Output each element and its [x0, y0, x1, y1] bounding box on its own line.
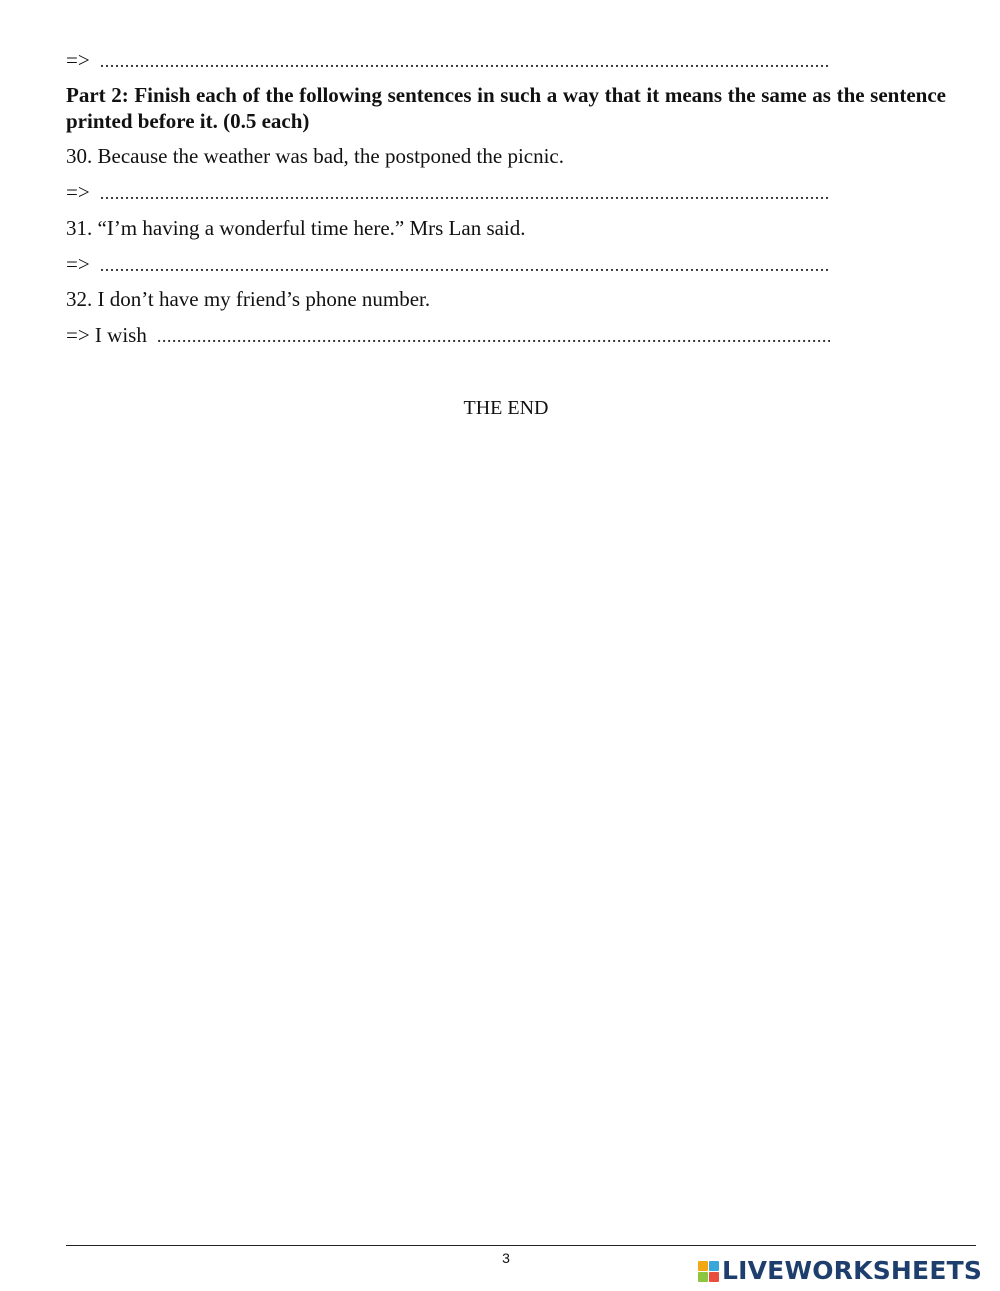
brand-name: LIVEWORKSHEETS	[722, 1256, 983, 1285]
question-31: 31. “I’m having a wonderful time here.” Mrs Lan said.	[66, 216, 526, 240]
answer-prefix: =>	[66, 252, 90, 276]
liveworksheets-brand[interactable]	[698, 1257, 982, 1285]
answer-prefix: =>	[66, 48, 90, 72]
part2-heading: Part 2: Finish each of the following sentences in such a way that it means the same as the sentence printed before it. (0.5 each)	[66, 83, 946, 133]
question-32: 32. I don’t have my friend’s phone number.	[66, 287, 431, 311]
page-number: 3	[502, 1250, 510, 1266]
footer-divider	[66, 1245, 976, 1246]
answer-line-32[interactable]	[66, 323, 830, 348]
answer-blank[interactable]	[100, 253, 830, 277]
answer-blank[interactable]	[157, 324, 830, 348]
answer-blank[interactable]	[100, 49, 830, 73]
question-30: 30. Because the weather was bad, the postponed the picnic.	[66, 144, 565, 168]
answer-prefix: => I wish	[66, 323, 147, 347]
answer-prefix: =>	[66, 180, 90, 204]
the-end-label: THE END	[463, 397, 549, 419]
answer-line-30[interactable]	[66, 180, 830, 205]
answer-line-31[interactable]	[66, 252, 830, 277]
liveworksheets-logo-icon	[698, 1261, 719, 1282]
answer-line-top[interactable]	[66, 48, 830, 73]
answer-blank[interactable]	[100, 181, 830, 205]
